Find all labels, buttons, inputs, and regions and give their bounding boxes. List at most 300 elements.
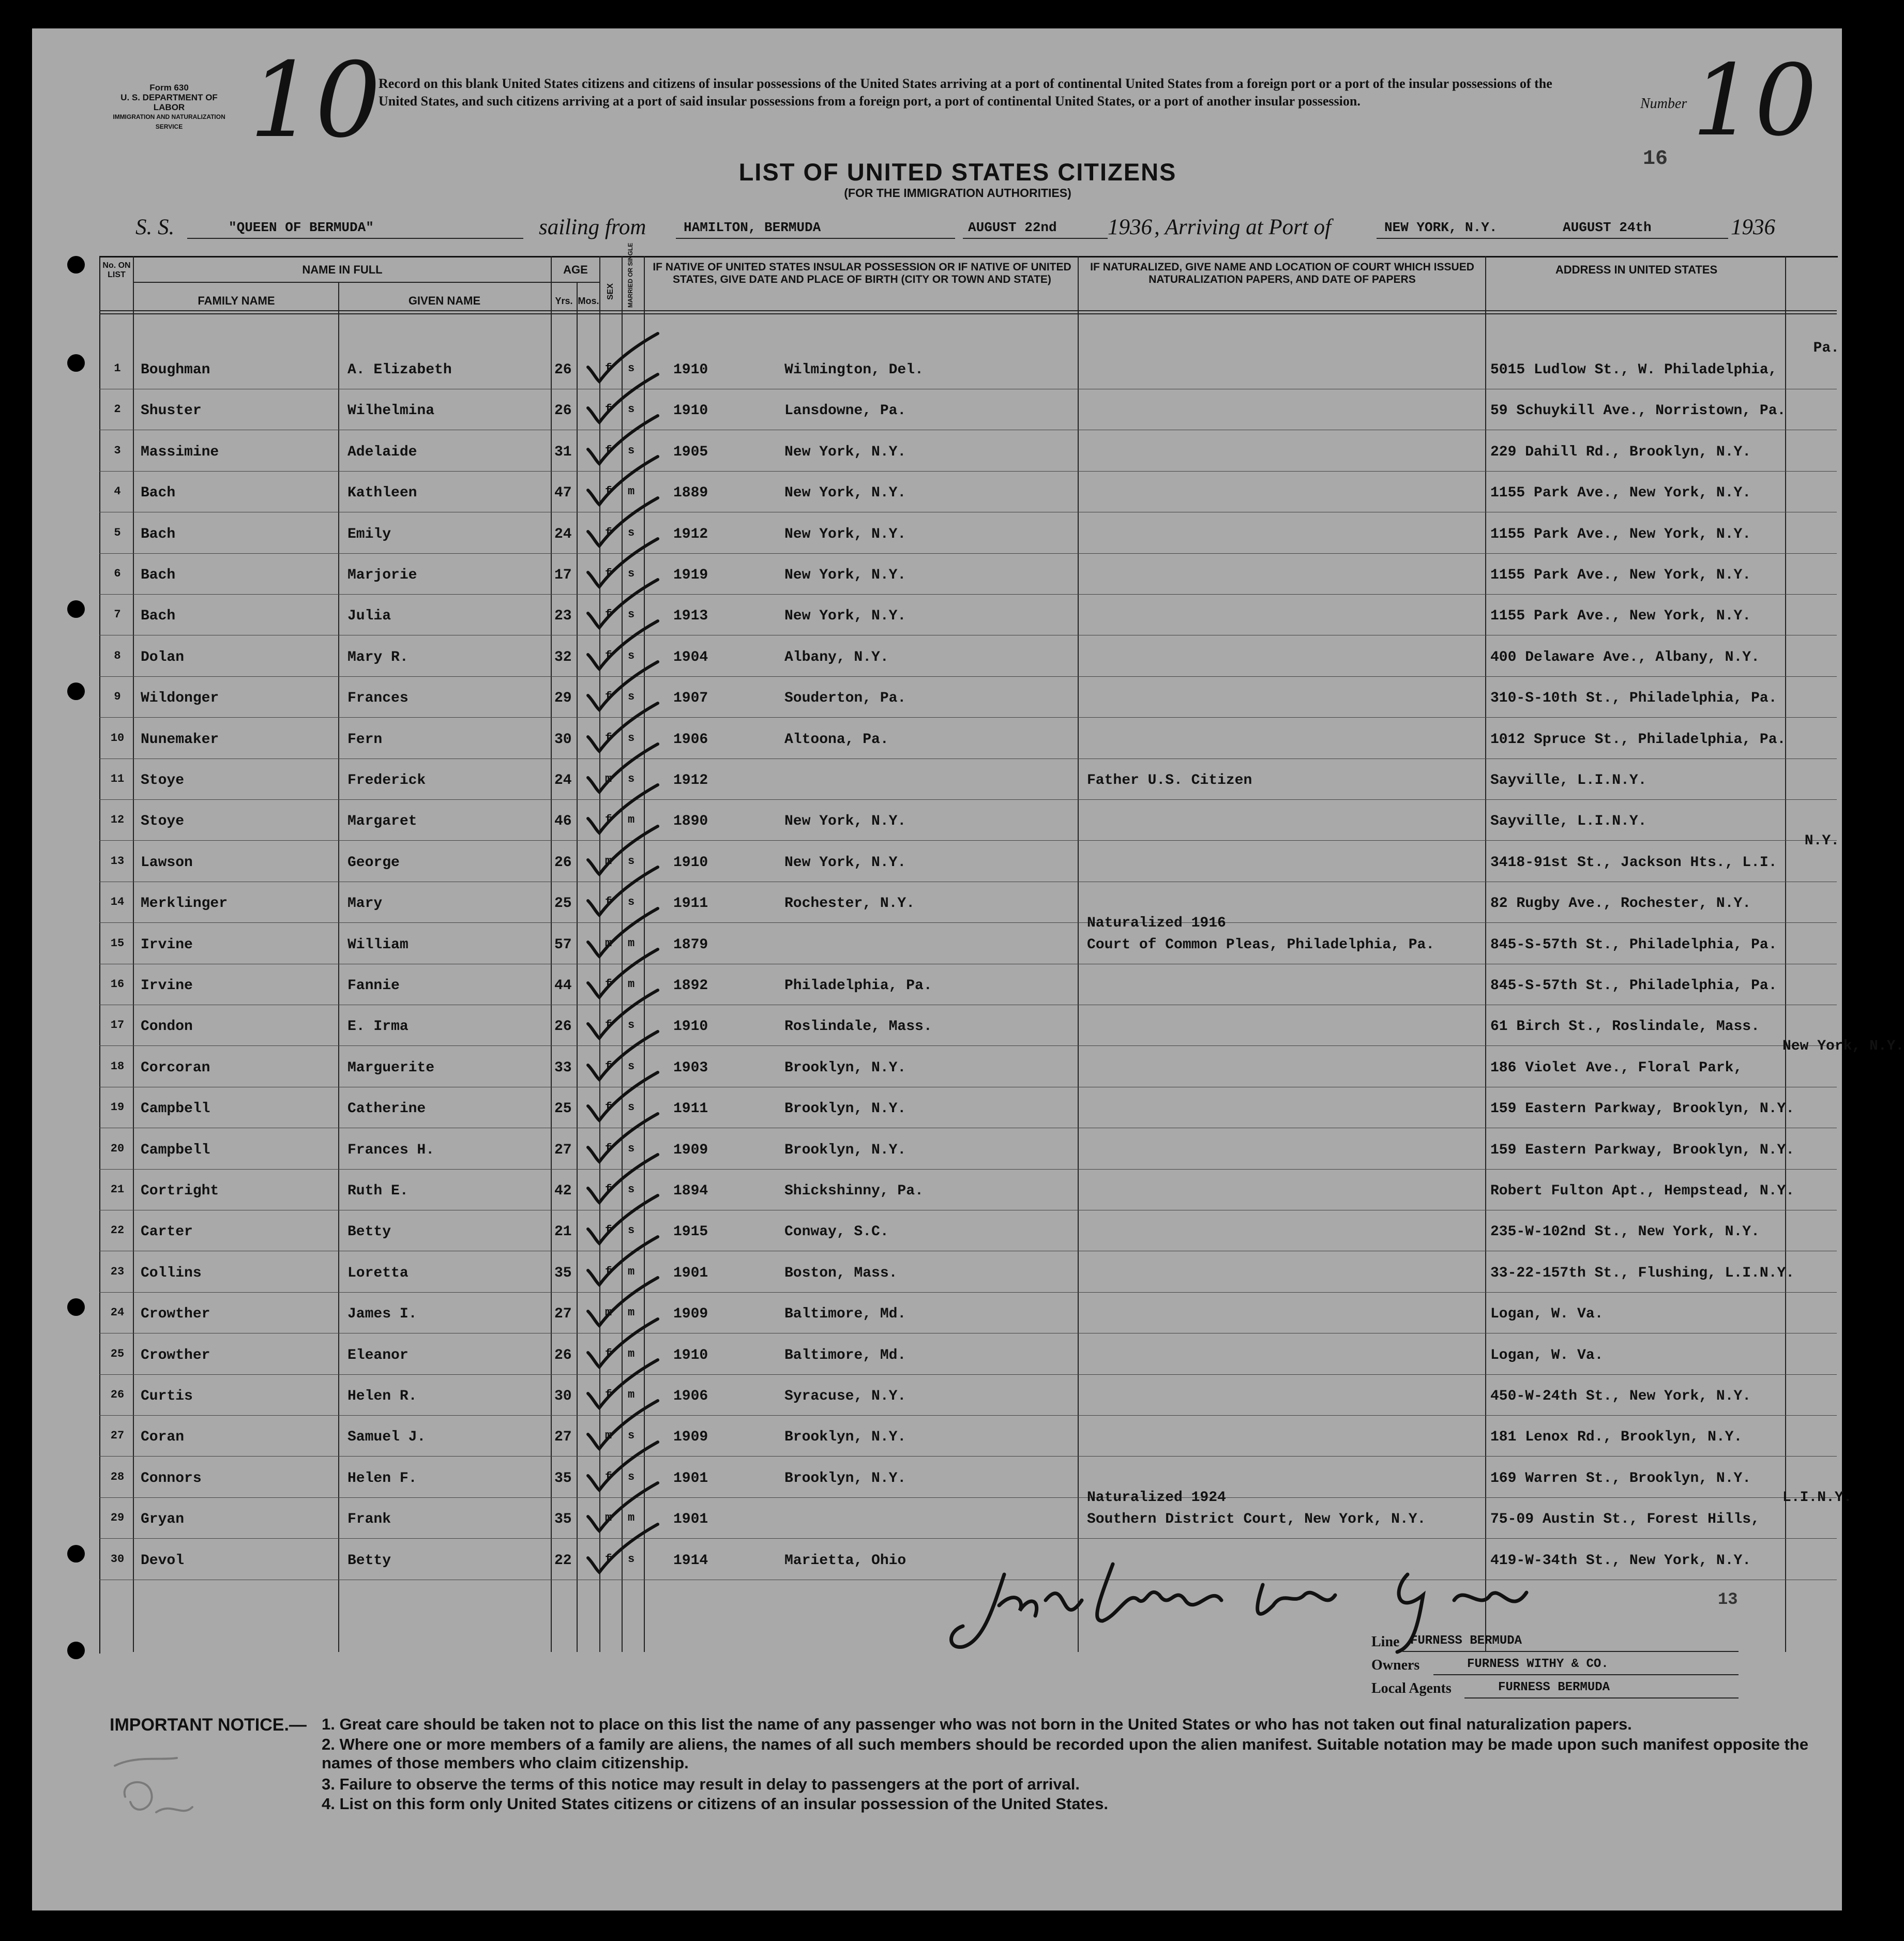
sex: f (605, 1101, 612, 1114)
family-name: Campbell (141, 1101, 210, 1117)
row-number: 16 (110, 978, 125, 991)
family-name: Curtis (141, 1388, 193, 1404)
given-name: Emily (347, 526, 391, 542)
sex: f (605, 1388, 612, 1401)
punch-hole (67, 256, 85, 274)
birth-place: Brooklyn, N.Y. (784, 1142, 906, 1158)
row-number: 21 (110, 1183, 125, 1196)
naturalization: Father U.S. Citizen (1087, 772, 1252, 788)
family-name: Stoye (141, 813, 185, 830)
row-number: 10 (110, 731, 125, 745)
punch-hole (67, 1545, 85, 1563)
address: 229 Dahill Rd., Brooklyn, N.Y. (1490, 444, 1751, 460)
address: 59 Schuykill Ave., Norristown, Pa. (1490, 403, 1786, 419)
given-name: Helen F. (347, 1470, 417, 1487)
age-years: 35 (554, 1470, 572, 1487)
punch-hole (67, 600, 85, 618)
form-number: Form 630 (149, 83, 189, 93)
family-name: Irvine (141, 936, 193, 953)
address: 419-W-34th St., New York, N.Y. (1490, 1552, 1751, 1569)
given-name: Ruth E. (347, 1183, 409, 1199)
age-years: 22 (554, 1552, 572, 1569)
given-name: Julia (347, 608, 391, 625)
birth-year: 1894 (673, 1183, 708, 1199)
family-name: Carter (141, 1224, 193, 1240)
row-rule (99, 553, 1837, 554)
sex: f (605, 649, 612, 662)
birth-year: 1909 (673, 1142, 708, 1158)
sex: m (605, 1511, 612, 1525)
punch-hole (67, 1298, 85, 1316)
sex: m (605, 1429, 612, 1443)
col-married-single: MARRIED OR SINGLE (627, 242, 634, 308)
given-name: Samuel J. (347, 1429, 426, 1446)
birth-year: 1907 (673, 690, 708, 707)
age-years: 35 (554, 1265, 572, 1281)
age-years: 26 (554, 1019, 572, 1035)
age-years: 17 (554, 567, 572, 583)
owners-underline (1433, 1674, 1739, 1675)
header-bottom-rule (99, 313, 1837, 314)
marital-status: s (628, 1183, 635, 1196)
address: 186 Violet Ave., Floral Park, (1490, 1059, 1743, 1076)
address: Logan, W. Va. (1490, 1306, 1604, 1323)
col-rule (1485, 256, 1486, 1652)
address: 169 Warren St., Brooklyn, N.Y. (1490, 1470, 1751, 1487)
row-number: 26 (110, 1388, 125, 1401)
notice-3: 3. Failure to observe the terms of this notice may result in delay to passengers at the port of arrival. (322, 1775, 1080, 1793)
row-number: 4 (114, 485, 121, 498)
sex: m (605, 772, 612, 785)
age-years: 26 (554, 362, 572, 378)
col-rule (338, 282, 339, 1652)
birth-place: Syracuse, N.Y. (784, 1388, 906, 1404)
family-name: Irvine (141, 978, 193, 994)
family-name: Massimine (141, 444, 219, 460)
address: 1155 Park Ave., New York, N.Y. (1490, 608, 1751, 625)
row-rule (99, 676, 1837, 677)
address: 159 Eastern Parkway, Brooklyn, N.Y. (1490, 1142, 1795, 1158)
naturalization: Naturalized 1924 (1087, 1490, 1226, 1506)
address: 5015 Ludlow St., W. Philadelphia, (1490, 362, 1777, 378)
row-number: 9 (114, 690, 121, 704)
birth-year: 1906 (673, 731, 708, 748)
marital-status: m (628, 485, 635, 498)
line-underline (1402, 1651, 1739, 1652)
address-continuation: New York, N.Y. (1782, 1038, 1904, 1054)
age-years: 21 (554, 1224, 572, 1240)
list-number: 16 (1643, 147, 1668, 171)
family-name: Coran (141, 1429, 185, 1446)
sex: f (605, 1265, 612, 1278)
family-name: Campbell (141, 1142, 210, 1158)
birth-year: 1910 (673, 362, 708, 378)
birth-year: 1919 (673, 567, 708, 583)
birth-place: Albany, N.Y. (784, 649, 889, 665)
row-rule (99, 1374, 1837, 1375)
row-number: 18 (110, 1059, 125, 1073)
family-name: Nunemaker (141, 731, 219, 748)
instructions-text: Record on this blank United States citizens and citizens of insular possessions of the United States arriving at a port of continental United States from a foreign port or a port of the insular possessions of the United States, and such citizens arriving at a port of said insular possessions from a foreign port, a port of continental United States, or a port of another insular possession. (379, 76, 1552, 109)
age-years: 24 (554, 772, 572, 788)
punch-hole (67, 683, 85, 700)
birth-year: 1915 (673, 1224, 708, 1240)
marital-status: m (628, 1306, 635, 1320)
age-years: 57 (554, 936, 572, 953)
arrival-underline (1377, 238, 1728, 239)
marital-status: s (628, 403, 635, 416)
notice-1: 1. Great care should be taken not to place on this list the name of any passenger who was not born in the United States or who has not taken out final naturalization papers. (322, 1715, 1632, 1733)
address: 33-22-157th St., Flushing, L.I.N.Y. (1490, 1265, 1795, 1281)
address: 845-S-57th St., Philadelphia, Pa. (1490, 978, 1777, 994)
address: 1155 Park Ave., New York, N.Y. (1490, 526, 1751, 542)
ss-label: S. S. (135, 215, 175, 239)
age-years: 27 (554, 1306, 572, 1323)
given-name: Betty (347, 1552, 391, 1569)
header-subrule (133, 282, 600, 283)
sex: f (605, 567, 612, 580)
marital-status: m (628, 978, 635, 991)
manifest-sheet (32, 28, 1904, 1910)
age-years: 26 (554, 854, 572, 871)
sex: f (605, 526, 612, 539)
birth-place: Baltimore, Md. (784, 1347, 906, 1363)
row-number: 19 (110, 1101, 125, 1114)
sex: m (605, 936, 612, 950)
row-number: 8 (114, 649, 121, 662)
family-name: Gryan (141, 1511, 185, 1528)
departure-year: 1936 (1108, 215, 1152, 239)
given-name: Marjorie (347, 567, 417, 583)
birth-place: Conway, S.C. (784, 1224, 889, 1240)
given-name: Eleanor (347, 1347, 409, 1363)
age-years: 26 (554, 403, 572, 419)
marital-status: s (628, 362, 635, 375)
row-number: 14 (110, 896, 125, 909)
family-name: Connors (141, 1470, 202, 1487)
age-years: 27 (554, 1142, 572, 1158)
row-rule (99, 594, 1837, 595)
birth-year: 1904 (673, 649, 708, 665)
col-no-on-list: No. ON LIST (102, 261, 131, 279)
col-naturalized: IF NATURALIZED, GIVE NAME AND LOCATION OF COURT WHICH ISSUED NATURALIZATION PAPERS, AND DATE OF PAPERS (1090, 261, 1474, 285)
sex: m (605, 1306, 612, 1320)
family-name: Devol (141, 1552, 185, 1569)
birth-year: 1901 (673, 1511, 708, 1528)
address: 845-S-57th St., Philadelphia, Pa. (1490, 936, 1777, 953)
row-rule (99, 1045, 1837, 1046)
age-years: 24 (554, 526, 572, 542)
birth-place: Boston, Mass. (784, 1265, 898, 1281)
birth-place: Roslindale, Mass. (784, 1019, 932, 1035)
sex: f (605, 608, 612, 621)
age-years: 42 (554, 1183, 572, 1199)
sex: f (605, 1347, 612, 1360)
address: 1155 Park Ave., New York, N.Y. (1490, 485, 1751, 502)
birth-year: 1903 (673, 1059, 708, 1076)
birth-place: Altoona, Pa. (784, 731, 889, 748)
address: 310-S-10th St., Philadelphia, Pa. (1490, 690, 1777, 707)
sex: f (605, 896, 612, 909)
birth-year: 1906 (673, 1388, 708, 1404)
sailing-from-label: sailing from (539, 215, 646, 239)
sex: f (605, 813, 612, 827)
address-continuation: Pa. (1813, 340, 1839, 356)
address: 61 Birch St., Roslindale, Mass. (1490, 1019, 1760, 1035)
service-name: IMMIGRATION AND NATURALIZATION SERVICE (113, 113, 225, 130)
address-continuation: L.I.N.Y. (1782, 1490, 1852, 1506)
department-name: U. S. DEPARTMENT OF LABOR (120, 93, 218, 112)
birth-year: 1911 (673, 1101, 708, 1117)
sex: f (605, 1224, 612, 1237)
address: 450-W-24th St., New York, N.Y. (1490, 1388, 1751, 1404)
family-name: Collins (141, 1265, 202, 1281)
arriving-label: , Arriving at Port of (1154, 215, 1332, 239)
age-years: 29 (554, 690, 572, 707)
marital-status: m (628, 1388, 635, 1401)
birth-place: Rochester, N.Y. (784, 896, 915, 912)
col-rule (133, 256, 134, 1652)
row-number: 11 (110, 772, 125, 785)
marital-status: s (628, 1059, 635, 1073)
sex: f (605, 1142, 612, 1155)
sex: f (605, 978, 612, 991)
age-years: 35 (554, 1511, 572, 1528)
line-value: FURNESS BERMUDA (1410, 1634, 1522, 1648)
row-number: 3 (114, 444, 121, 457)
birth-year: 1914 (673, 1552, 708, 1569)
age-years: 44 (554, 978, 572, 994)
header-bottom-rule (99, 310, 1837, 311)
marital-status: s (628, 1019, 635, 1032)
row-number: 1 (114, 362, 121, 375)
row-rule (99, 471, 1837, 472)
given-name: Adelaide (347, 444, 417, 460)
address: 400 Delaware Ave., Albany, N.Y. (1490, 649, 1760, 665)
address: 159 Eastern Parkway, Brooklyn, N.Y. (1490, 1101, 1795, 1117)
arrival-date: AUGUST 24th (1563, 220, 1652, 235)
address-continuation: N.Y. (1804, 832, 1839, 849)
marital-status: s (628, 690, 635, 704)
check-mark-icon (583, 1522, 660, 1579)
address: 1155 Park Ave., New York, N.Y. (1490, 567, 1751, 583)
row-number: 23 (110, 1265, 125, 1278)
marital-status: s (628, 608, 635, 621)
given-name: Mary R. (347, 649, 409, 665)
form-identifier (110, 83, 229, 132)
birth-place: Wilmington, Del. (784, 362, 924, 378)
marital-status: m (628, 936, 635, 950)
number-label: Number (1640, 96, 1687, 112)
address: 3418-91st St., Jackson Hts., L.I. (1490, 854, 1777, 871)
marital-status: s (628, 772, 635, 785)
age-years: 31 (554, 444, 572, 460)
agents-underline (1464, 1697, 1739, 1699)
given-name: Margaret (347, 813, 417, 830)
page-mark: 13 (1718, 1590, 1738, 1609)
marital-status: m (628, 1265, 635, 1278)
family-name: Cortright (141, 1183, 219, 1199)
address: Sayville, L.I.N.Y. (1490, 772, 1647, 788)
birth-place: Philadelphia, Pa. (784, 978, 932, 994)
col-sex: SEX (606, 283, 615, 300)
address: Logan, W. Va. (1490, 1347, 1604, 1363)
birth-year: 1910 (673, 403, 708, 419)
birth-place: New York, N.Y. (784, 567, 906, 583)
marital-status: s (628, 1142, 635, 1155)
col-address: ADDRESS IN UNITED STATES (1555, 263, 1718, 276)
naturalization-court: Southern District Court, New York, N.Y. (1087, 1511, 1426, 1528)
family-name: Bach (141, 608, 176, 625)
row-number: 7 (114, 608, 121, 621)
birth-year: 1901 (673, 1265, 708, 1281)
col-name-in-full: NAME IN FULL (302, 263, 383, 276)
agents-label: Local Agents (1371, 1680, 1452, 1696)
family-name: Shuster (141, 403, 202, 419)
family-name: Lawson (141, 854, 193, 871)
given-name: Fern (347, 731, 383, 748)
address: 1012 Spruce St., Philadelphia, Pa. (1490, 731, 1786, 748)
sex: f (605, 1059, 612, 1073)
row-rule (99, 840, 1837, 841)
marital-status: s (628, 649, 635, 662)
birth-year: 1910 (673, 1347, 708, 1363)
row-number: 2 (114, 403, 121, 416)
row-number: 17 (110, 1019, 125, 1032)
address: Sayville, L.I.N.Y. (1490, 813, 1647, 830)
given-name: William (347, 936, 409, 953)
row-number: 30 (110, 1552, 125, 1566)
sex: f (605, 690, 612, 704)
birth-year: 1889 (673, 485, 708, 502)
age-years: 30 (554, 731, 572, 748)
address: Robert Fulton Apt., Hempstead, N.Y. (1490, 1183, 1795, 1199)
col-rule (1078, 256, 1079, 1652)
birth-year: 1890 (673, 813, 708, 830)
row-rule (99, 1292, 1837, 1293)
notice-2: 2. Where one or more members of a family are aliens, the names of all such members should be recorded upon the alien manifest. Suitable notation may be made upon such manifest opposite the names of those members who claim citizenship. (322, 1735, 1809, 1772)
given-name: Wilhelmina (347, 403, 435, 419)
col-rule (1785, 256, 1786, 1652)
marital-status: s (628, 1470, 635, 1483)
birth-place: New York, N.Y. (784, 813, 906, 830)
given-name: Frances (347, 690, 409, 707)
given-name: Frances H. (347, 1142, 435, 1158)
col-age-yrs: Yrs. (555, 296, 573, 306)
marital-status: s (628, 526, 635, 539)
page-title: LIST OF UNITED STATES CITIZENS (738, 158, 1177, 186)
birth-place: New York, N.Y. (784, 608, 906, 625)
given-name: Kathleen (347, 485, 417, 502)
pencil-scribble (104, 1750, 208, 1843)
row-number: 29 (110, 1511, 125, 1525)
row-number: 24 (110, 1306, 125, 1320)
agents-value: FURNESS BERMUDA (1498, 1680, 1610, 1694)
given-name: George (347, 854, 400, 871)
page-subtitle: (FOR THE IMMIGRATION AUTHORITIES) (844, 186, 1071, 200)
handwritten-number-left: 10 (249, 40, 381, 161)
birth-place: New York, N.Y. (784, 526, 906, 542)
notice-4: 4. List on this form only United States citizens or citizens of an insular possession of the United States. (322, 1795, 1108, 1813)
col-native-birth: IF NATIVE OF UNITED STATES INSULAR POSSESSION OR IF NATIVE OF UNITED STATES, GIVE DATE AND PLACE OF BIRTH (CITY OR TOWN AND STATE) (653, 261, 1071, 285)
family-name: Condon (141, 1019, 193, 1035)
naturalization: Naturalized 1916 (1087, 915, 1226, 931)
family-name: Wildonger (141, 690, 219, 707)
birth-place: Souderton, Pa. (784, 690, 906, 707)
sex: f (605, 362, 612, 375)
age-years: 25 (554, 1101, 572, 1117)
family-name: Dolan (141, 649, 185, 665)
row-rule (99, 1456, 1837, 1457)
row-rule (99, 1415, 1837, 1416)
age-years: 27 (554, 1429, 572, 1446)
age-years: 32 (554, 649, 572, 665)
address: 82 Rugby Ave., Rochester, N.Y. (1490, 896, 1751, 912)
given-name: Marguerite (347, 1059, 435, 1076)
family-name: Boughman (141, 362, 210, 378)
marital-status: s (628, 1429, 635, 1443)
marital-status: m (628, 1347, 635, 1360)
punch-hole (67, 354, 85, 372)
col-family-name: FAMILY NAME (198, 294, 275, 307)
marital-status: s (628, 854, 635, 868)
marital-status: s (628, 1552, 635, 1566)
departure-underline (963, 238, 1108, 239)
given-name: Frederick (347, 772, 426, 788)
sex: f (605, 403, 612, 416)
age-years: 47 (554, 485, 572, 502)
birth-place: New York, N.Y. (784, 485, 906, 502)
birth-place: Brooklyn, N.Y. (784, 1470, 906, 1487)
birth-year: 1910 (673, 1019, 708, 1035)
col-rule (551, 256, 552, 1652)
family-name: Stoye (141, 772, 185, 788)
marital-status: s (628, 896, 635, 909)
given-name: Catherine (347, 1101, 426, 1117)
birth-place: Lansdowne, Pa. (784, 403, 906, 419)
row-number: 22 (110, 1224, 125, 1237)
age-years: 30 (554, 1388, 572, 1404)
ship-name: "QUEEN OF BERMUDA" (229, 220, 374, 235)
address: 235-W-102nd St., New York, N.Y. (1490, 1224, 1760, 1240)
given-name: Betty (347, 1224, 391, 1240)
sex: f (605, 1019, 612, 1032)
col-age: AGE (563, 263, 588, 276)
row-number: 28 (110, 1470, 125, 1483)
address: 181 Lenox Rd., Brooklyn, N.Y. (1490, 1429, 1743, 1446)
birth-year: 1912 (673, 526, 708, 542)
birth-place: New York, N.Y. (784, 444, 906, 460)
row-rule (99, 1538, 1837, 1539)
birth-year: 1879 (673, 936, 708, 953)
sex: f (605, 1552, 612, 1566)
sex: f (605, 444, 612, 457)
arrival-year: 1936 (1731, 215, 1775, 239)
sex: m (605, 854, 612, 868)
sailing-from-port: HAMILTON, BERMUDA (684, 220, 821, 235)
age-years: 26 (554, 1347, 572, 1363)
owners-label: Owners (1371, 1657, 1420, 1673)
given-name: Frank (347, 1511, 391, 1528)
punch-hole (67, 1642, 85, 1659)
row-number: 5 (114, 526, 121, 539)
given-name: James I. (347, 1306, 417, 1323)
given-name: A. Elizabeth (347, 362, 452, 378)
row-number: 27 (110, 1429, 125, 1443)
family-name: Crowther (141, 1347, 210, 1363)
birth-year: 1905 (673, 444, 708, 460)
age-years: 46 (554, 813, 572, 830)
